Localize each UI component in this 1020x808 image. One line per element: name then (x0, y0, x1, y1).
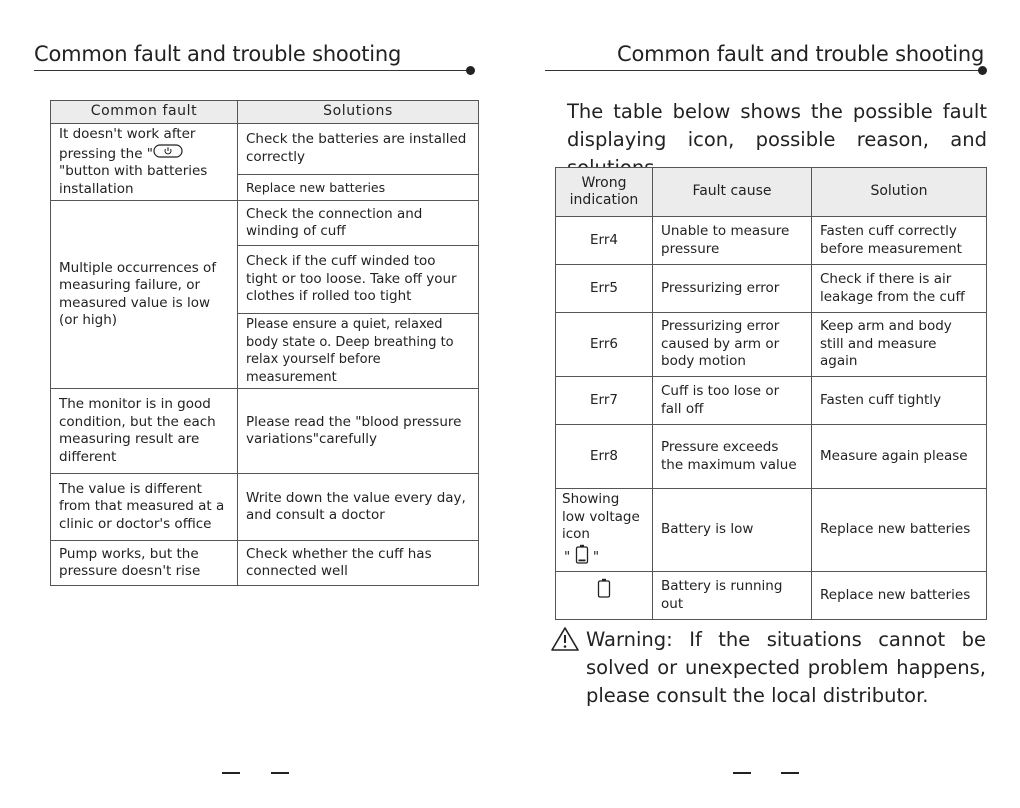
table-header-row (556, 168, 987, 217)
table-row (556, 425, 987, 489)
quote-close: " (592, 548, 600, 565)
fault-cell: Multiple occurrences of measuring failure, or measured value is low (or high) (51, 201, 238, 389)
intro-line-2: displaying icon, possible reason, and (567, 128, 987, 151)
left-page-title: Common fault and trouble shooting (34, 42, 402, 66)
low-battery-icon (575, 544, 589, 570)
page-number-mark (222, 772, 240, 774)
warning-note (550, 626, 986, 710)
header-wrong-indication: Wrong indication (556, 168, 653, 217)
fault-text-pre: It doesn't work after pressing the " (59, 126, 196, 162)
indication-cell: Err7 (556, 377, 653, 425)
cause-cell: Cuff is too lose or fall off (653, 377, 812, 425)
table-row (51, 201, 479, 246)
warning-label: Warning: (586, 628, 673, 651)
cause-cell: Pressure exceeds the maximum value (653, 425, 812, 489)
table-row (556, 217, 987, 265)
table-header-row (51, 101, 479, 124)
cause-cell: Battery is low (653, 489, 812, 572)
solution-cell: Fasten cuff correctly before measurement (812, 217, 987, 265)
cause-cell: Pressurizing error caused by arm or body motion (653, 313, 812, 377)
solution-cell: Check if there is air leakage from the cuff (812, 265, 987, 313)
solution-cell: Replace new batteries (812, 572, 987, 620)
indication-cell: Err6 (556, 313, 653, 377)
solution-cell: Replace new batteries (812, 489, 987, 572)
indication-cell (556, 572, 653, 620)
table-row (556, 377, 987, 425)
left-title-rule (34, 70, 470, 71)
table-row (556, 313, 987, 377)
header-solution: Solution (812, 168, 987, 217)
common-fault-table (50, 100, 479, 586)
solution-cell: Replace new batteries (238, 174, 479, 200)
intro-line-1: The table below shows the possible fault (567, 100, 987, 123)
table-row (51, 474, 479, 541)
solution-cell: Check if the cuff winded too tight or too loose. Take off your clothes if rolled too tight (238, 246, 479, 314)
power-button-icon (153, 144, 183, 164)
page-number-mark (271, 772, 289, 774)
solution-cell: Keep arm and body still and measure again (812, 313, 987, 377)
indication-cell: Err5 (556, 265, 653, 313)
solution-cell: Write down the value every day, and consult a doctor (238, 474, 479, 541)
right-page-title: Common fault and trouble shooting (617, 42, 985, 66)
indication-cell (556, 489, 653, 572)
page-number-mark (781, 772, 799, 774)
solution-cell: Check the batteries are installed correctly (238, 124, 479, 175)
quote-open: " (564, 548, 571, 565)
table-row (51, 124, 479, 175)
page-number-mark (733, 772, 751, 774)
fault-cell: Pump works, but the pressure doesn't rise (51, 541, 238, 586)
table-row (51, 541, 479, 586)
indication-cell: Err4 (556, 217, 653, 265)
right-title-rule (545, 70, 983, 71)
empty-battery-icon (597, 578, 611, 604)
solution-cell: Please read the "blood pressure variations"carefully (238, 389, 479, 474)
table-row (51, 389, 479, 474)
cause-cell: Pressurizing error (653, 265, 812, 313)
fault-text-post: "button with batteries installation (59, 163, 208, 197)
warning-triangle-icon (550, 626, 580, 652)
header-common-fault: Common fault (51, 101, 238, 124)
table-row (556, 572, 987, 620)
solution-cell: Fasten cuff tightly (812, 377, 987, 425)
warning-text: If the situations cannot be solved or unexpected problem happens, please consult the local distributor. (586, 628, 986, 707)
left-title-rule-dot (466, 66, 475, 75)
solution-cell: Check the connection and winding of cuff (238, 201, 479, 246)
fault-cell (51, 124, 238, 201)
fault-cell: The monitor is in good condition, but the each measuring result are different (51, 389, 238, 474)
solution-cell: Check whether the cuff has connected well (238, 541, 479, 586)
right-title-rule-dot (978, 66, 987, 75)
header-solutions: Solutions (238, 101, 479, 124)
fault-cell: The value is different from that measured at a clinic or doctor's office (51, 474, 238, 541)
cause-cell: Battery is running out (653, 572, 812, 620)
solution-cell: Measure again please (812, 425, 987, 489)
solution-cell: Please ensure a quiet, relaxed body state o. Deep breathing to relax yourself before measurement (238, 314, 479, 389)
fault-indication-table (555, 167, 987, 620)
table-row (556, 489, 987, 572)
indication-cell: Err8 (556, 425, 653, 489)
indication-text: Showing low voltage icon (562, 491, 640, 542)
warning-text-block (586, 626, 986, 710)
table-row (556, 265, 987, 313)
header-fault-cause: Fault cause (653, 168, 812, 217)
cause-cell: Unable to measure pressure (653, 217, 812, 265)
